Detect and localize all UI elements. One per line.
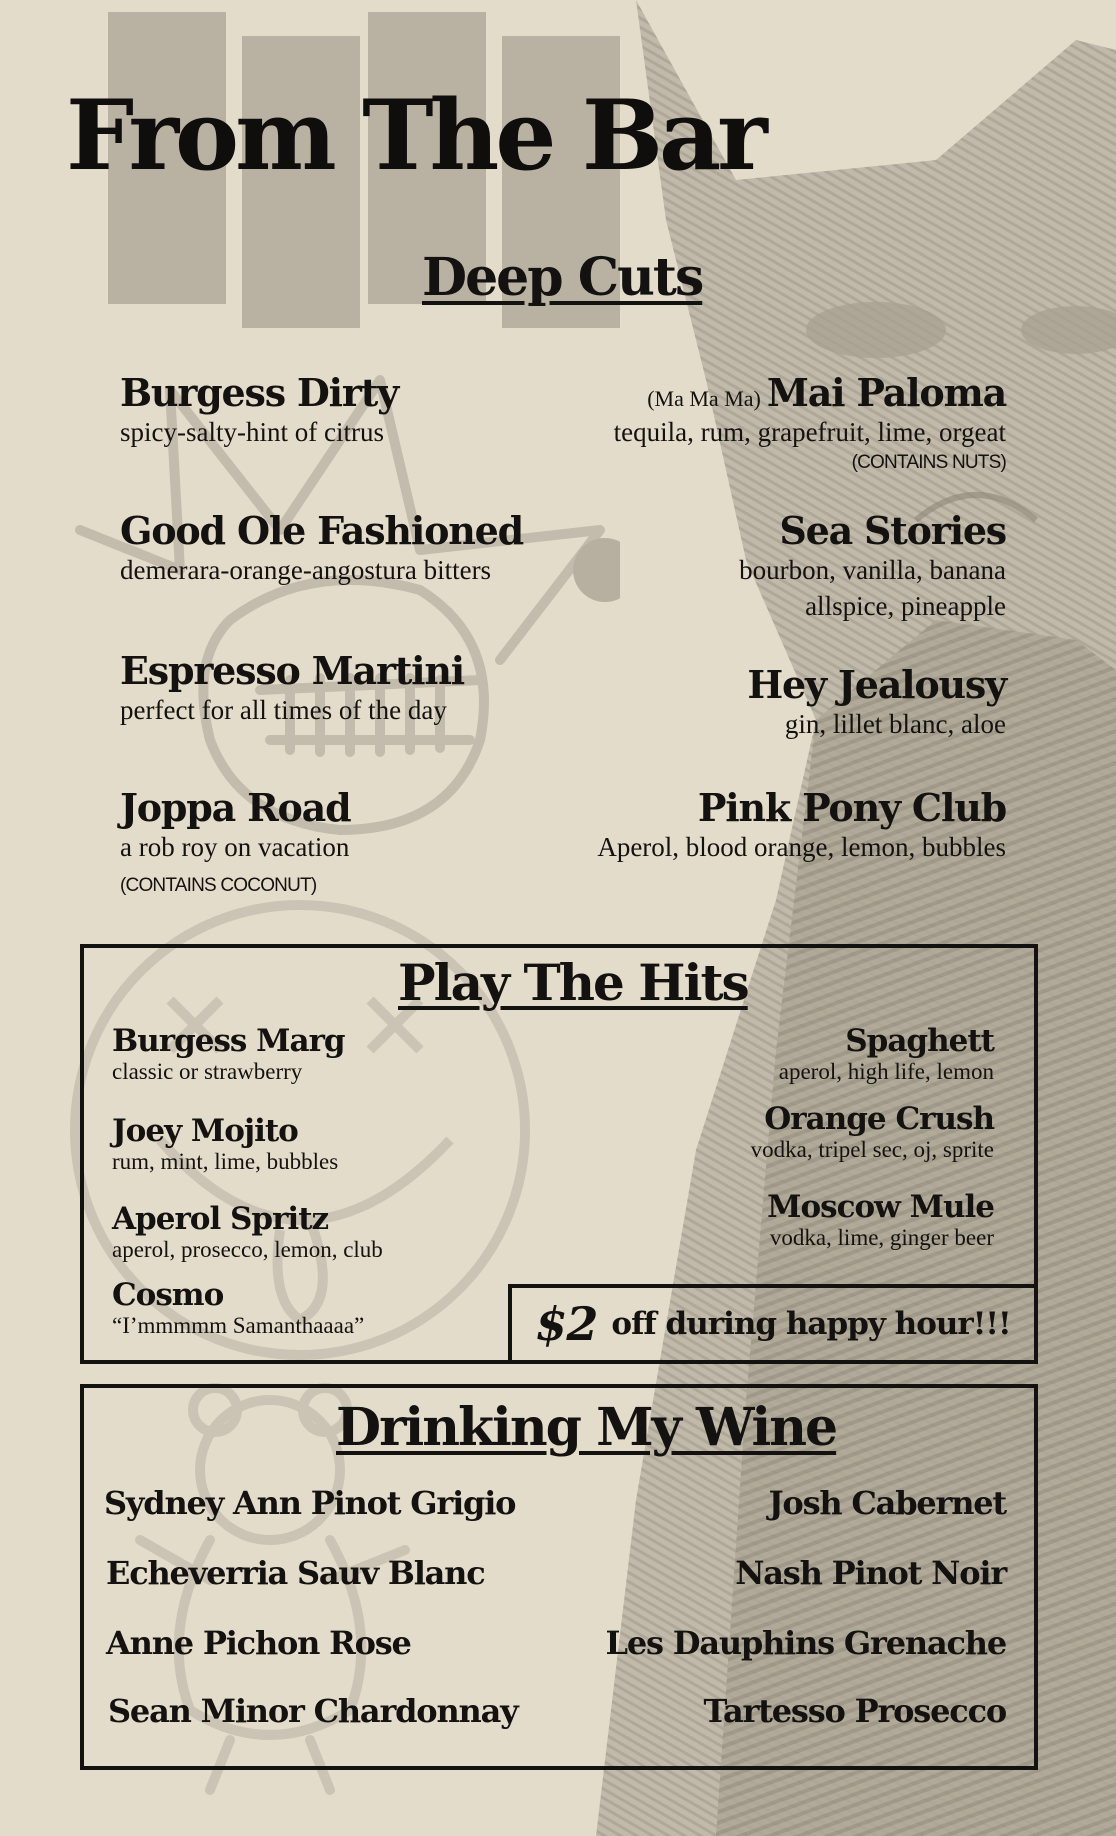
item-desc: gin, lillet blanc, aloe — [784, 708, 1006, 739]
item-name: Good Ole Fashioned — [120, 508, 523, 553]
item-desc: bourbon, vanilla, banana — [739, 554, 1006, 585]
wine-heading: Drinking My Wine — [336, 1397, 837, 1458]
item-name: Spaghett — [845, 1023, 994, 1059]
item-desc: a rob roy on vacation — [120, 831, 350, 862]
wine-item: Tartesso Prosecco — [703, 1692, 1006, 1730]
play-the-hits-heading: Play The Hits — [398, 953, 748, 1012]
wine-item: Nash Pinot Noir — [735, 1554, 1006, 1592]
hits-item — [112, 1024, 345, 1086]
happy-hour-promo — [508, 1284, 1038, 1364]
deep-cuts-item — [614, 372, 1006, 475]
item-name: Joey Mojito — [112, 1113, 298, 1149]
item-name: Hey Jealousy — [747, 662, 1006, 707]
item-desc: demerara-orange-angostura bitters — [120, 554, 492, 585]
hits-item — [767, 1190, 994, 1252]
promo-text: off during happy hour!!! — [611, 1306, 1011, 1342]
item-desc: vodka, lime, ginger beer — [769, 1225, 994, 1251]
wine-item: Josh Cabernet — [768, 1484, 1006, 1522]
item-name: Burgess Marg — [112, 1023, 345, 1059]
deep-cuts-item — [120, 510, 523, 588]
item-name: Orange Crush — [764, 1101, 994, 1137]
wine-item: Sean Minor Chardonnay — [108, 1692, 518, 1730]
deep-cuts-item — [120, 372, 398, 450]
item-desc: perfect for all times of the day — [120, 694, 447, 725]
item-desc: classic or strawberry — [112, 1059, 303, 1085]
item-name: Espresso Martini — [120, 648, 465, 693]
item-desc: “I’mmmmm Samanthaaaa” — [112, 1313, 365, 1339]
deep-cuts-item — [597, 787, 1006, 865]
wine-item: Sydney Ann Pinot Grigio — [104, 1484, 516, 1522]
item-name: Sea Stories — [779, 508, 1006, 553]
wine-item: Les Dauphins Grenache — [605, 1624, 1006, 1662]
deep-cuts-heading: Deep Cuts — [422, 247, 703, 308]
item-name: Mai Paloma — [766, 370, 1006, 415]
hits-item — [112, 1114, 338, 1176]
item-desc: allspice, pineapple — [805, 591, 1006, 622]
item-name: Moscow Mule — [767, 1189, 994, 1225]
item-name: Joppa Road — [120, 785, 351, 830]
item-desc: Aperol, blood orange, lemon, bubbles — [597, 831, 1006, 862]
deep-cuts-item — [120, 787, 350, 898]
item-desc: tequila, rum, grapefruit, lime, orgeat — [613, 416, 1006, 447]
allergy-note: (CONTAINS NUTS) — [851, 452, 1006, 474]
allergy-note: (CONTAINS COCONUT) — [120, 875, 317, 897]
wine-item: Anne Pichon Rose — [106, 1624, 411, 1662]
deep-cuts-item — [739, 510, 1006, 625]
item-desc: aperol, prosecco, lemon, club — [112, 1237, 383, 1263]
promo-price: $2 — [535, 1297, 598, 1351]
deep-cuts-item — [747, 664, 1006, 742]
item-name: Burgess Dirty — [120, 370, 398, 415]
item-desc: spicy-salty-hint of citrus — [120, 416, 384, 447]
hits-item — [751, 1102, 994, 1164]
wine-item: Echeverria Sauv Blanc — [106, 1554, 485, 1592]
item-desc: aperol, high life, lemon — [778, 1059, 994, 1085]
deep-cuts-item — [120, 650, 464, 728]
page-title: From The Bar — [66, 79, 764, 192]
item-name: Cosmo — [112, 1277, 224, 1313]
item-name: Pink Pony Club — [697, 785, 1006, 830]
hits-item — [112, 1202, 383, 1264]
item-name: Aperol Spritz — [112, 1201, 329, 1237]
item-desc: rum, mint, lime, bubbles — [112, 1149, 339, 1175]
item-desc: vodka, tripel sec, oj, sprite — [750, 1137, 994, 1163]
item-prefix: (Ma Ma Ma) — [647, 386, 761, 411]
hits-item — [112, 1278, 364, 1340]
hits-item — [779, 1024, 994, 1086]
